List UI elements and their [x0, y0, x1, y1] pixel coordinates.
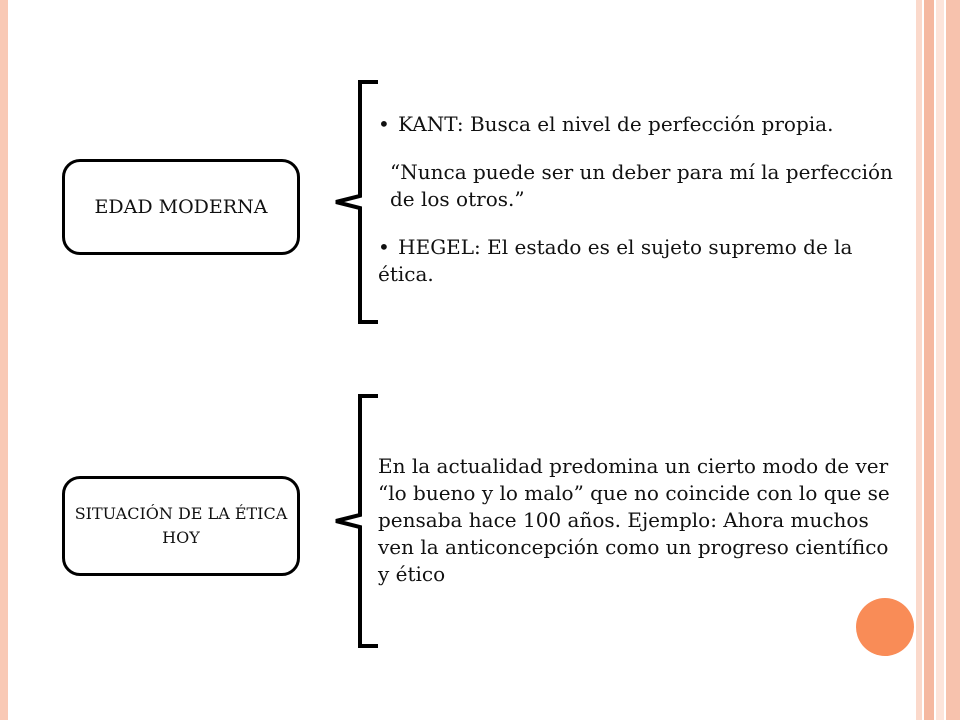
orange-circle-decoration [856, 598, 914, 656]
bullet-glyph: • [378, 235, 390, 259]
situacion-content [378, 453, 903, 588]
hegel-bullet-item [378, 234, 903, 288]
quote-paragraph [378, 159, 903, 213]
stripe-4 [946, 0, 960, 720]
stripe-2 [924, 0, 934, 720]
situacion-etica-box [62, 476, 300, 576]
bullet-glyph: • [378, 112, 390, 136]
kant-bullet-item [378, 111, 903, 138]
edad-moderna-content [378, 111, 903, 288]
quote-text: “Nunca puede ser un deber para mí la perfección de los otros.” [390, 160, 893, 211]
edad-moderna-box [62, 159, 300, 255]
situacion-etica-label: SITUACIÓN DE LA ÉTICA HOY [74, 504, 288, 547]
left-border-decoration [0, 0, 8, 720]
kant-text: KANT: Busca el nivel de perfección propia. [398, 112, 834, 136]
stripe-1 [916, 0, 922, 720]
right-stripes-decoration [916, 0, 960, 720]
edad-moderna-label: EDAD MODERNA [94, 196, 268, 218]
actualidad-paragraph: En la actualidad predomina un cierto modo de ver “lo bueno y lo malo” que no coincide con lo que se pensaba hace 100 años. Ejemplo: Ahora muchos ven la anticoncepción como un progreso científico y ético [378, 454, 890, 586]
stripe-3 [936, 0, 944, 720]
hegel-text: HEGEL: El estado es el sujeto supremo de la ética. [378, 235, 853, 286]
